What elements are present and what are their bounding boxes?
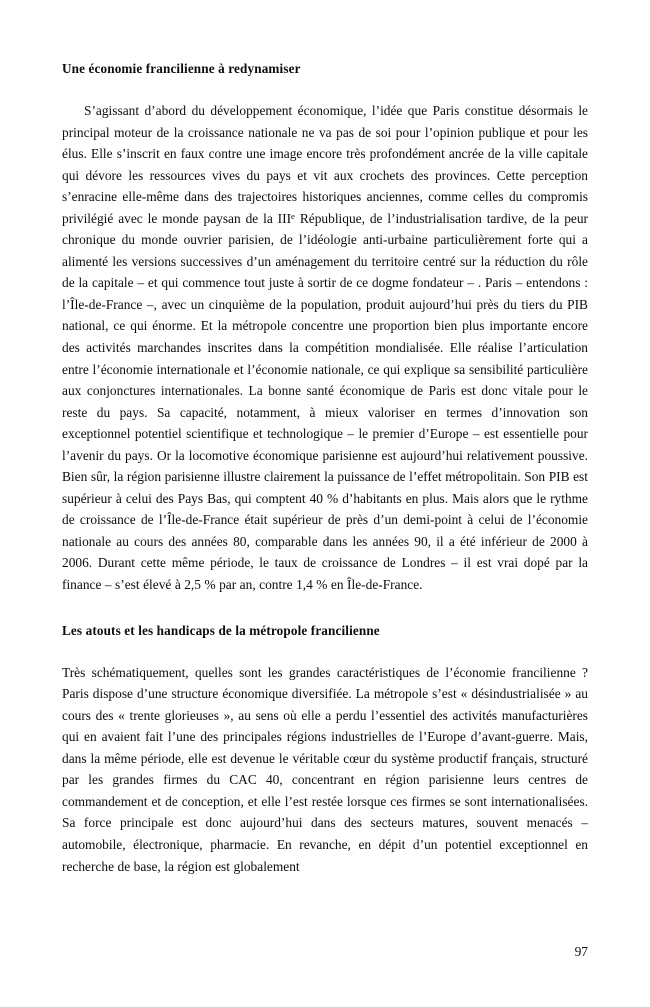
paragraph-atouts-handicaps: Très schématiquement, quelles sont les grandes caractéristiques de l’économie francilienne ? Paris dispose d’une structure économique diversifiée. La métropole s’est « désindustrialisée » au cours des « trente glorieuses », au sens où elle a perdu l’essentiel des activités manufacturières qui en avaient fait l’une des principales régions industrielles de l’Europe d’avant-guerre. Mais, dans la même période, elle est devenue le véritable cœur du système productif français, structuré par les grandes firmes du CAC 40, concentrant en région parisienne leurs centres de commandement et de conception, et elle l’est restée lorsque ces firmes se sont internationalisées. Sa force principale est donc aujourd’hui dans des secteurs matures, souvent menacés – automobile, électronique, pharmacie. En revanche, en dépit d’un potentiel exceptionnel en recherche de base, la région est globalement xyxy=(62,664,588,874)
section-spacer xyxy=(62,596,588,622)
section-heading-atouts-handicaps: Les atouts et les handicaps de la métropole francilienne xyxy=(62,622,380,638)
page-content xyxy=(62,60,588,877)
heading-spacer xyxy=(62,78,588,100)
section-heading-economie-francilienne: Une économie francilienne à redynamiser xyxy=(62,61,301,76)
paragraph-text-part-2: République, de l’industrialisation tardive, de la peur chronique du monde ouvrier parisien, de l’idéologie anti-urbaine particulièrement forte qui a alimenté les versions successives d’un aménagement du territoire centré sur la réduction du rôle de la capitale – et qui commence tout juste à sortir de ce dogme fondateur – . Paris – entendons : l’Île-de-France –, avec un cinquième de la population, produit aujourd’hui près du tiers du PIB national, ce qui énorme. Et la métropole concentre une proportion bien plus importante encore des activités marchandes inscrites dans la compétition mondialisée. Elle réalise l’articulation entre l’économie internationale et l’économie nationale, ce qui explique sa sensibilité particulière aux conjonctures internationales. La bonne santé économique de Paris est donc vitale pour le reste du pays. Sa capacité, notamment, à mieux valoriser en termes d’innovation son exceptionnel potentiel scientifique et technologique – le premier d’Europe – est essentielle pour l’avenir du pays. Or la locomotive économique parisienne est aujourd’hui relativement poussive. Bien sûr, la région parisienne illustre clairement la puissance de l’effet métropolitain. Son PIB est supérieur à celui des Pays Bas, qui comptent 40 % d’habitants en plus. Mais alors que le rythme de croissance de l’Île-de-France était supérieur de près d’un demi-point à celui de l’économie nationale au cours des années 80, comparable dans les années 90, il a été inférieur de 2000 à 2006. Durant cette même période, le taux de croissance de Londres – il est vrai dopé par la finance – s’est élevé à 2,5 % par an, contre 1,4 % en Île-de-France. xyxy=(62,210,589,593)
paragraph-economie-francilienne xyxy=(62,100,588,596)
ordinal-suffix: e xyxy=(291,210,295,221)
heading-spacer xyxy=(62,640,588,662)
paragraph-text-part-1: S’agissant d’abord du développement économique, l’idée que Paris constitue désormais le principal moteur de la croissance nationale ne va pas de soi pour l’opinion publique et pour les élus. Elle s’inscrit en faux contre une image encore très profondément ancrée de la ville capitale qui dévore les ressources vives du pays et vit aux crochets des provinces. Cette perception s’enracine elle-même dans des trajectoires historiques anciennes, comme celles du compromis privilégié avec le monde paysan de la III xyxy=(62,103,588,226)
page-number: 97 xyxy=(574,944,588,959)
